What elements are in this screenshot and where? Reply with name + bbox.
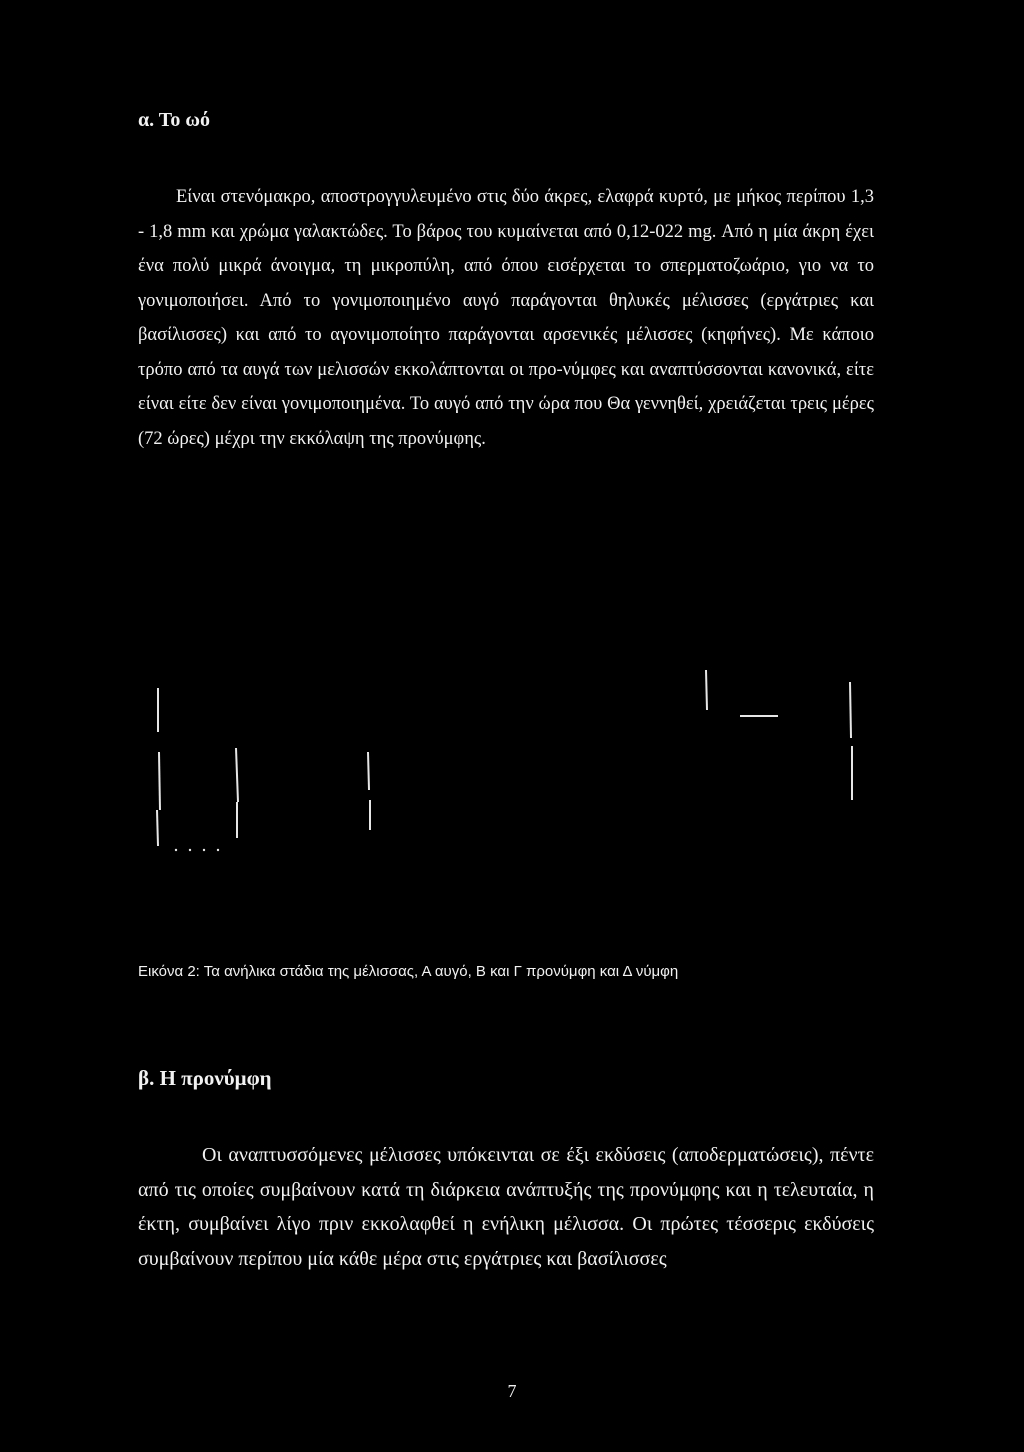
figure-mark bbox=[175, 849, 177, 851]
figure-mark bbox=[157, 810, 158, 846]
page-number: 7 bbox=[507, 1381, 517, 1401]
figure-mark bbox=[159, 752, 160, 810]
figure-line-remnants bbox=[138, 660, 878, 860]
figure-mark bbox=[236, 748, 238, 802]
section-heading-larva: β. Η προνύμφη bbox=[138, 1066, 272, 1090]
figure-mark bbox=[706, 670, 707, 710]
figure-mark bbox=[203, 849, 205, 851]
figure-mark bbox=[850, 682, 851, 738]
immature-stages-figure bbox=[138, 660, 878, 860]
figure-caption: Εικόνα 2: Τα ανήλικα στάδια της μέλισσας, Α αυγό, Β και Γ προνύμφη και Δ νύμφη bbox=[138, 963, 679, 980]
section-heading-egg: α. Το ωό bbox=[138, 109, 210, 131]
figure-mark bbox=[217, 849, 219, 851]
larva-description-paragraph: Οι αναπτυσσόμενες μέλισσες υπόκεινται σε έξι εκδύσεις (αποδερματώσεις), πέντε από τις οποίες συμβαίνουν κατά τη διάρκεια ανάπτυξής της προνύμφης και η τελευταία, η έκτη, συμβαίνει λίγο πριν εκκολαφθεί η ενήλικη μέλισσα. Οι πρώτες τέσσερις εκδύσεις συμβαίνουν περίπου μία κάθε μέρα στις εργάτριες και βασίλισσες bbox=[138, 1144, 874, 1270]
figure-mark bbox=[368, 752, 369, 790]
egg-description-paragraph: Είναι στενόμακρο, αποστρογγυλευμένο στις δύο άκρες, ελαφρά κυρτό, με μήκος περίπου 1,3 - 1,8 mm και χρώμα γαλακτώδες. Το βάρος του κυμαίνεται από 0,12-022 mg. Από η μία άκρη έχει ένα πολύ μικρά άνοιγμα, τη μικροπύλη, από όπου εισέρχεται το σπερματοζωάριο, γιο να το γονιμοποιήσει. Από το γονιμοποιημένο αυγό παράγονται θηλυκές μέλισσες (εργάτριες και βασίλισσες) και από το αγονιμοποίητο παράγονται αρσενικές μέλισσες (κηφήνες). Με κάποιο τρόπο από τα αυγά των μελισσών εκκολάπτονται οι προ-νύμφες και αναπτύσσονται κανονικά, είτε είναι είτε δεν είναι γονιμοποιημένα. Το αυγό από την ώρα που Θα γεννηθεί, χρειάζεται τρεις μέρες (72 ώρες) μέχρι την εκκόλαψη της προνύμφης. bbox=[138, 187, 874, 449]
figure-mark bbox=[189, 849, 191, 851]
